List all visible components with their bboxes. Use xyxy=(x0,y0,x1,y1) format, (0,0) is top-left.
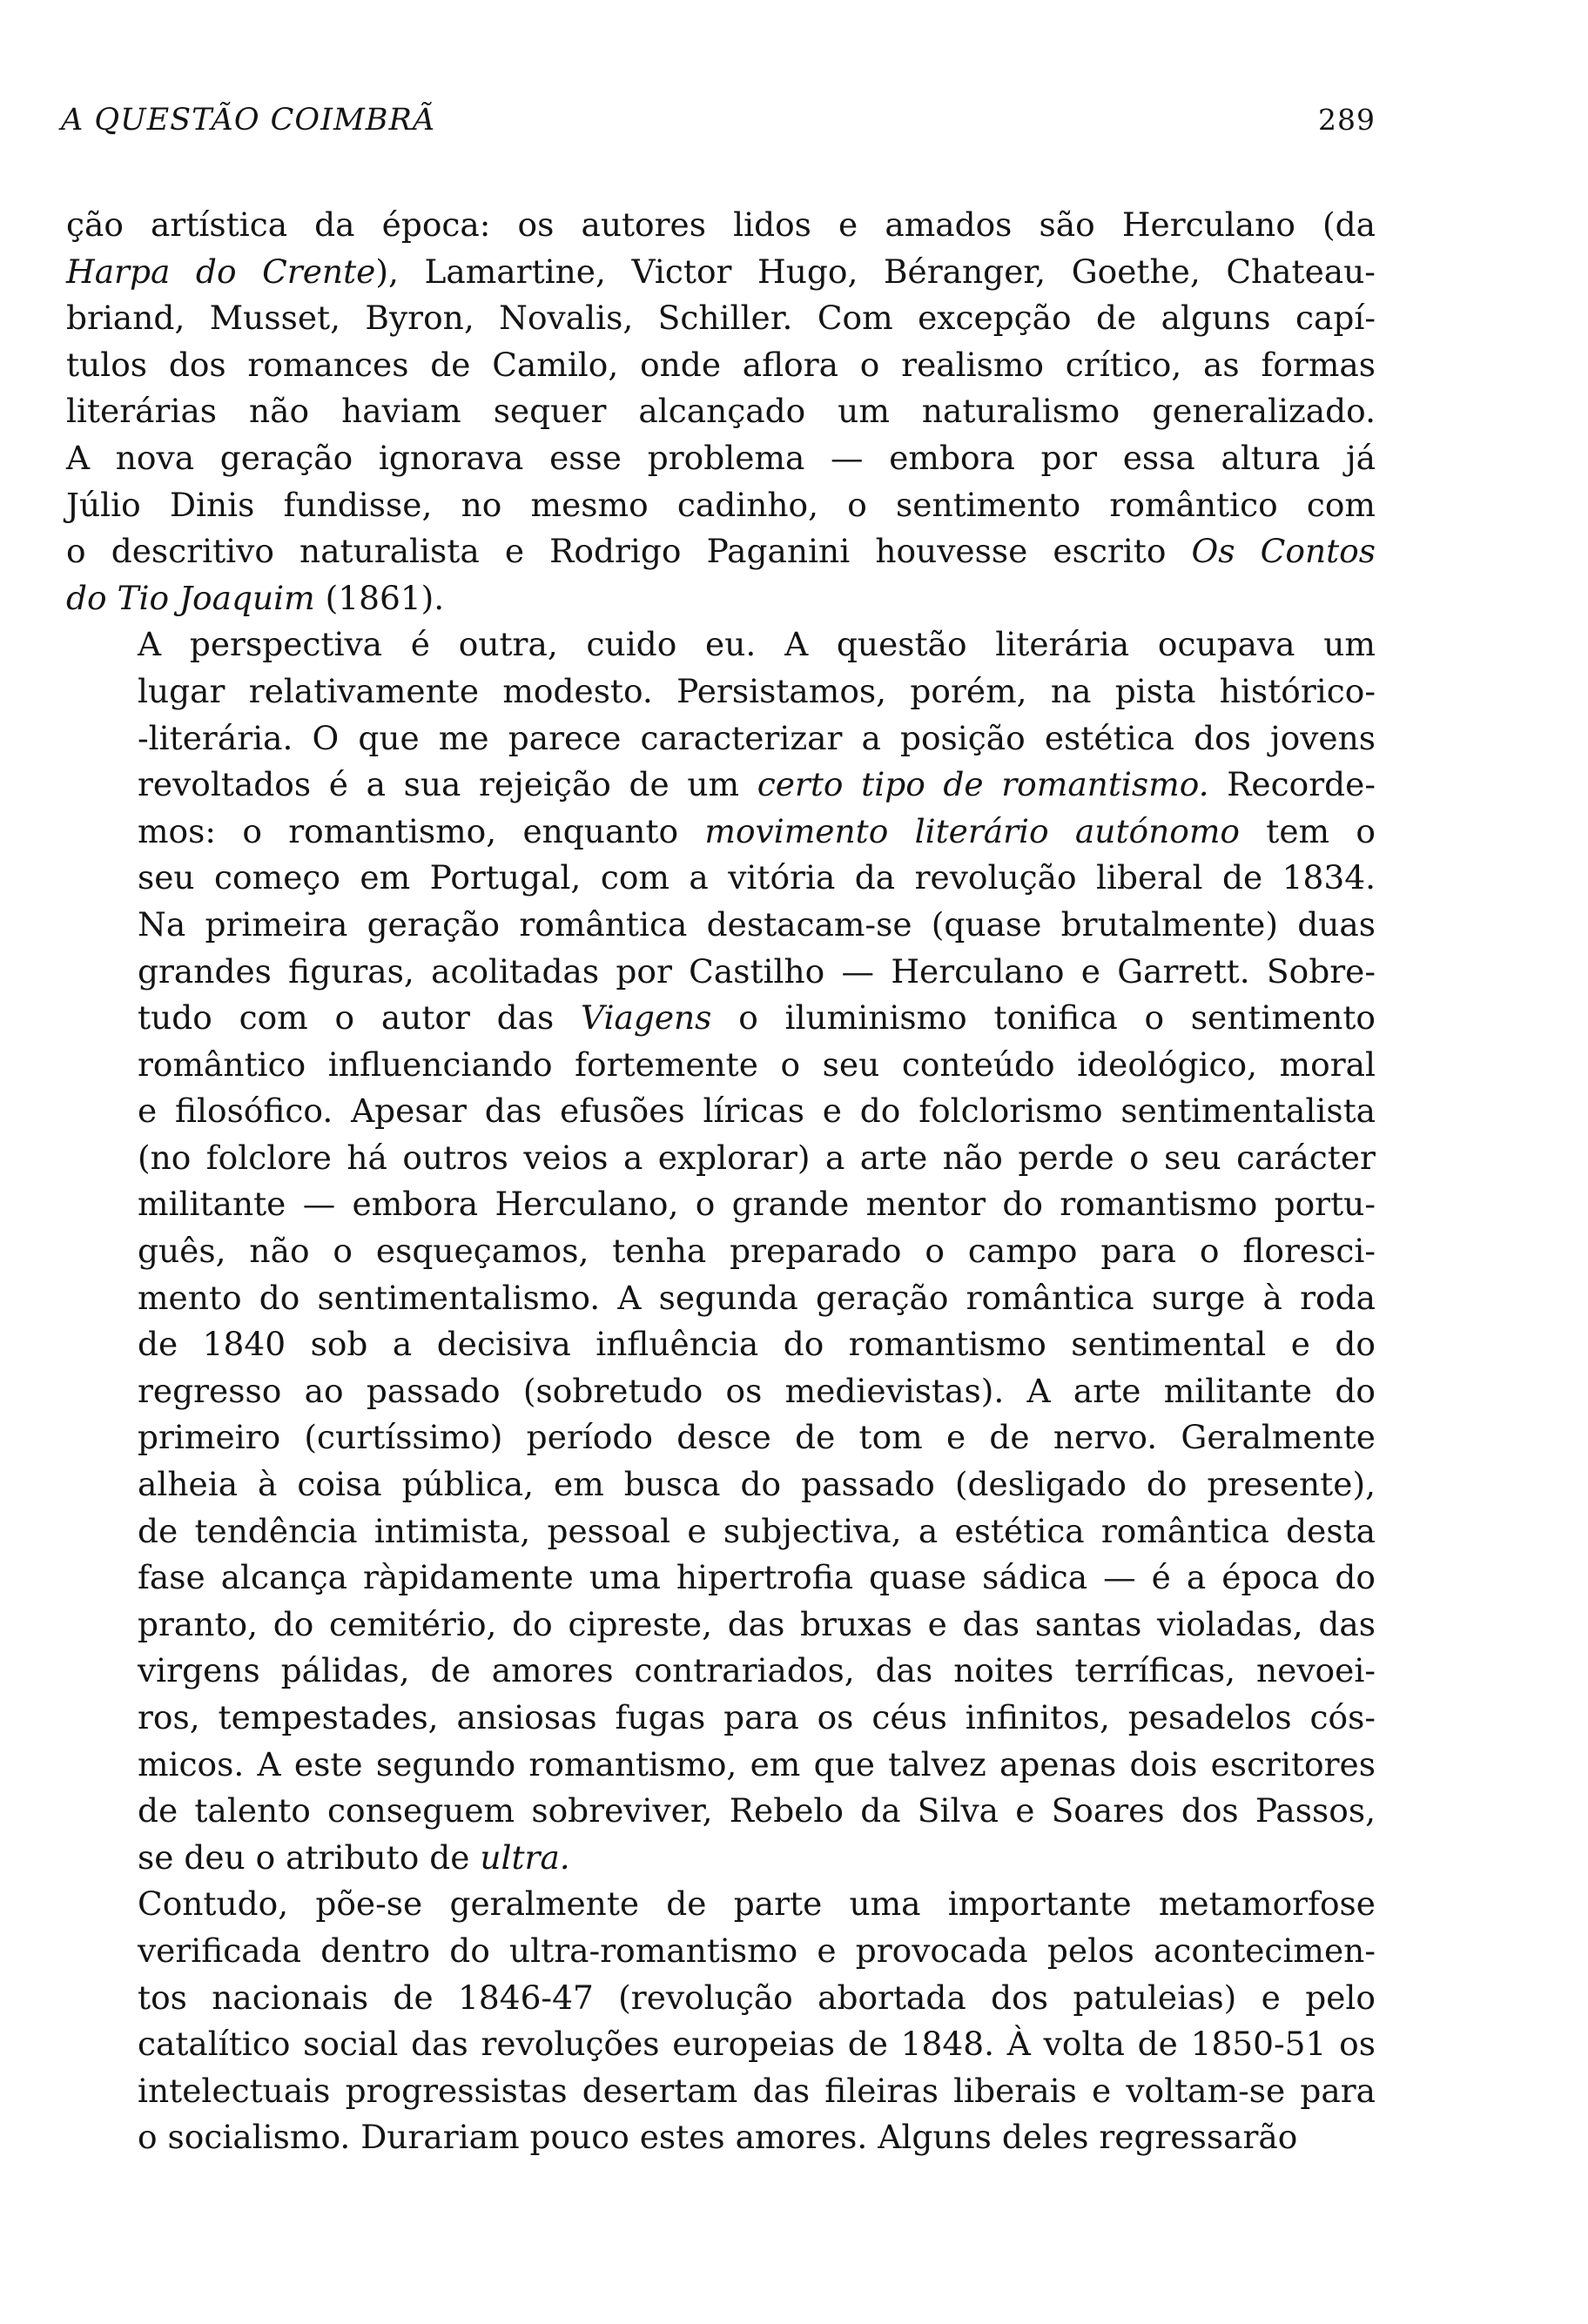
text-line xyxy=(66,1835,1376,1882)
text-line xyxy=(66,1695,1376,1742)
text-segment: seu começo em Portugal, com a vitória da revolução liberal de 1834. xyxy=(138,858,1376,897)
text-segment: o iluminismo tonifica o sentimento xyxy=(711,998,1376,1038)
text-line xyxy=(66,528,1376,575)
text-line xyxy=(66,2068,1376,2115)
text-line xyxy=(66,995,1376,1042)
text-segment: o descritivo naturalista e Rodrigo Paganini houvesse escrito xyxy=(66,532,1192,571)
text-segment: ros, tempestades, ansiosas fugas para os céus infinitos, pesadelos cós- xyxy=(138,1698,1376,1736)
text-line xyxy=(66,575,1376,622)
text-segment: revoltados é a sua rejeição de um xyxy=(138,765,757,804)
text-line xyxy=(66,1368,1376,1415)
text-line xyxy=(66,2021,1376,2068)
text-segment: -literária. O que me parece caracterizar a posição estética dos jovens xyxy=(138,718,1376,757)
italic-segment: Viagens xyxy=(581,998,712,1038)
text-segment: de talento conseguem sobreviver, Rebelo da Silva e Soares dos Passos, xyxy=(138,1791,1376,1830)
text-line xyxy=(66,1275,1376,1322)
text-segment: guês, não o esqueçamos, tenha preparado o campo para o floresci- xyxy=(138,1232,1376,1271)
text-segment: briand, Musset, Byron, Novalis, Schiller. Com excepção de alguns capí- xyxy=(66,299,1376,338)
text-segment: lugar relativamente modesto. Persistamos, porém, na pista histórico- xyxy=(138,671,1376,710)
text-line xyxy=(66,855,1376,902)
text-segment: e filosófico. Apesar das efusões líricas e do folclorismo sentimentalista xyxy=(138,1091,1376,1131)
text-line xyxy=(66,1555,1376,1602)
text-segment: virgens pálidas, de amores contrariados, das noites terríficas, nevoei- xyxy=(138,1651,1376,1690)
text-segment: mos: o romantismo, enquanto xyxy=(138,811,705,850)
paragraph xyxy=(66,202,1376,621)
text-segment: grandes figuras, acolitadas por Castilho — Herculano e Garrett. Sobre- xyxy=(138,951,1376,991)
text-segment: (1861). xyxy=(314,578,445,617)
text-line xyxy=(66,249,1376,296)
text-segment: o socialismo. Durariam pouco estes amores. Alguns deles regressarão xyxy=(138,2118,1298,2157)
text-segment: alheia à coisa pública, em busca do passado (desligado do presente), xyxy=(138,1465,1376,1504)
text-segment: Júlio Dinis fundisse, no mesmo cadinho, o sentimento romântico com xyxy=(66,485,1376,524)
text-line xyxy=(66,949,1376,996)
text-segment: A nova geração ignorava esse problema — embora por essa altura já xyxy=(66,438,1376,477)
text-segment: pranto, do cemitério, do cipreste, das bruxas e das santas violadas, das xyxy=(138,1604,1376,1643)
text-line xyxy=(66,1135,1376,1182)
paragraph xyxy=(66,621,1376,1881)
text-line xyxy=(66,1228,1376,1275)
text-segment: ção artística da época: os autores lidos e amados são Herculano (da xyxy=(66,205,1376,244)
text-line xyxy=(66,902,1376,949)
text-line xyxy=(66,1321,1376,1368)
italic-segment: do Tio Joaquim xyxy=(66,578,315,617)
text-line xyxy=(66,1461,1376,1508)
text-line xyxy=(66,621,1376,668)
text-line xyxy=(66,1975,1376,2022)
text-segment: ), Lamartine, Victor Hugo, Béranger, Goethe, Chateau- xyxy=(375,252,1376,291)
italic-segment: certo tipo de romantismo. xyxy=(757,765,1209,804)
text-segment: verificada dentro do ultra-romantismo e provocada pelos acontecimen- xyxy=(138,1931,1376,1970)
italic-segment: ultra. xyxy=(480,1837,570,1877)
text-segment: de tendência intimista, pessoal e subjectiva, a estética romântica desta xyxy=(138,1511,1376,1550)
text-line xyxy=(66,1042,1376,1089)
text-segment: tem o xyxy=(1239,811,1376,850)
text-line xyxy=(66,202,1376,249)
text-segment: literárias não haviam sequer alcançado um naturalismo generalizado. xyxy=(66,392,1376,431)
text-segment: romântico influenciando fortemente o seu conteúdo ideológico, moral xyxy=(138,1044,1376,1084)
text-line xyxy=(66,1602,1376,1649)
text-line xyxy=(66,1414,1376,1461)
text-line xyxy=(66,1881,1376,1928)
text-line xyxy=(66,295,1376,342)
text-line xyxy=(66,1508,1376,1555)
italic-segment: Os Contos xyxy=(1191,532,1376,571)
text-segment: A perspectiva é outra, cuido eu. A questão literária ocupava um xyxy=(138,625,1376,664)
text-segment: tulos dos romances de Camilo, onde aflora o realismo crítico, as formas xyxy=(66,345,1376,384)
text-segment: micos. A este segundo romantismo, em que talvez apenas dois escritores xyxy=(138,1744,1376,1783)
text-segment: fase alcança ràpidamente uma hipertrofia quase sádica — é a época do xyxy=(138,1558,1376,1597)
text-segment: militante — embora Herculano, o grande mentor do romantismo portu- xyxy=(138,1185,1376,1224)
text-line xyxy=(66,1181,1376,1228)
text-segment: Na primeira geração romântica destacam-se (quase brutalmente) duas xyxy=(138,904,1376,944)
text-segment: catalítico social das revoluções europeias de 1848. À volta de 1850-51 os xyxy=(138,2025,1376,2064)
text-line xyxy=(66,1742,1376,1789)
paragraph xyxy=(66,1881,1376,2161)
text-segment: Contudo, põe-se geralmente de parte uma importante metamorfose xyxy=(138,1884,1376,1924)
text-line xyxy=(66,435,1376,482)
italic-segment: Harpa do Crente xyxy=(66,252,376,291)
running-head xyxy=(61,103,1376,138)
text-line xyxy=(66,668,1376,715)
text-segment: regresso ao passado (sobretudo os medievistas). A arte militante do xyxy=(138,1371,1376,1410)
text-segment: mento do sentimentalismo. A segunda geração romântica surge à roda xyxy=(138,1278,1376,1317)
text-segment: tudo com o autor das xyxy=(138,998,582,1038)
text-line xyxy=(66,809,1376,856)
text-line xyxy=(66,715,1376,762)
running-title: A QUESTÃO COIMBRÃ xyxy=(61,103,436,138)
text-segment: Recorde- xyxy=(1208,765,1376,804)
page-number: 289 xyxy=(1318,103,1376,137)
text-line xyxy=(66,1928,1376,1975)
text-line xyxy=(66,1088,1376,1135)
text-segment: tos nacionais de 1846-47 (revolução abortada dos patuleias) e pelo xyxy=(138,1978,1376,2017)
text-segment: de 1840 sob a decisiva influência do romantismo sentimental e do xyxy=(138,1325,1376,1364)
text-line xyxy=(66,1788,1376,1835)
text-segment: primeiro (curtíssimo) período desce de tom e de nervo. Geralmente xyxy=(138,1418,1376,1457)
text-line xyxy=(66,762,1376,809)
text-line xyxy=(66,482,1376,529)
text-line xyxy=(66,1648,1376,1695)
text-line xyxy=(66,2114,1376,2161)
text-segment: (no folclore há outros veios a explorar) a arte não perde o seu carácter xyxy=(138,1138,1376,1177)
text-line xyxy=(66,342,1376,389)
italic-segment: movimento literário autónomo xyxy=(704,811,1240,850)
text-segment: se deu o atributo de xyxy=(138,1837,481,1877)
text-segment: intelectuais progressistas desertam das fileiras liberais e voltam-se para xyxy=(138,2071,1376,2110)
text-line xyxy=(66,388,1376,435)
body-text xyxy=(66,202,1376,2161)
